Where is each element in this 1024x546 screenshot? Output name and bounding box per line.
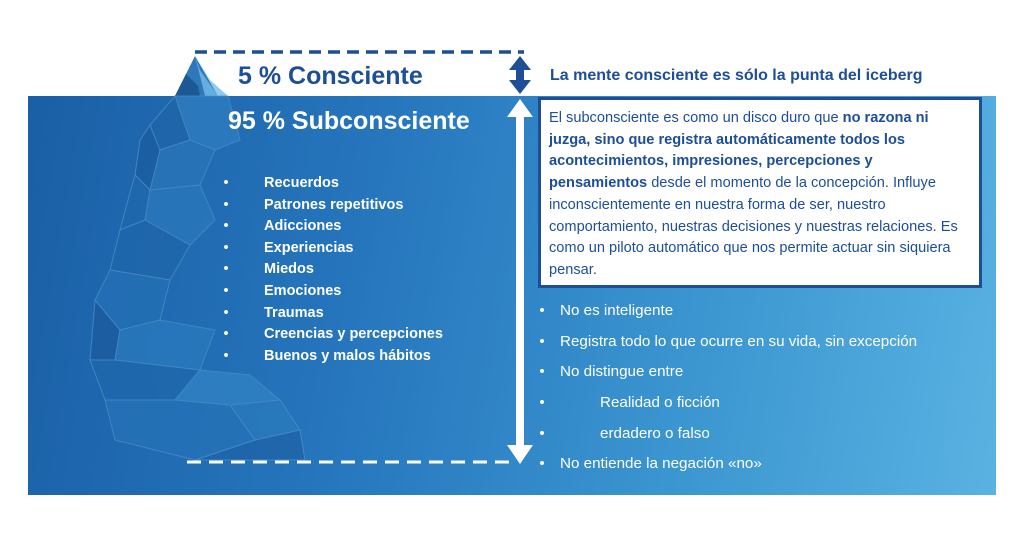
list-item-label: Recuerdos xyxy=(264,175,339,191)
list-item xyxy=(218,281,443,303)
tip-double-arrow-icon xyxy=(509,56,531,94)
description-text-end: desde el momento de la concepción. Influye inconscientemente en nuestra forma de ser, nuestro comportamiento, nuestras decisiones y nuestras relaciones. Es como un piloto automático que nos permite actuar sin siquiera pensar. xyxy=(549,175,958,278)
bullet: • xyxy=(539,332,545,350)
description-box xyxy=(538,97,982,288)
bullet: • xyxy=(223,218,229,235)
subconscious-items-list xyxy=(218,173,443,367)
tip-caption: La mente consciente es sólo la punta del iceberg xyxy=(550,67,923,84)
list-item xyxy=(536,449,917,480)
list-item xyxy=(218,216,443,238)
list-item-label: Buenos y malos hábitos xyxy=(264,347,431,364)
sub-list-item xyxy=(536,419,917,450)
list-item-label: Experiencias xyxy=(264,239,354,256)
list-item-label: Miedos xyxy=(264,261,314,278)
list-item-label: Traumas xyxy=(264,304,324,321)
conscious-title: 5 % Consciente xyxy=(238,62,423,90)
list-item xyxy=(218,324,443,346)
list-item xyxy=(218,195,443,217)
list-item xyxy=(218,238,443,260)
list-item xyxy=(536,357,917,388)
bullet: • xyxy=(223,175,229,191)
list-item xyxy=(218,173,443,195)
bullet: • xyxy=(539,424,545,442)
bullet: • xyxy=(223,326,229,343)
bullet: • xyxy=(223,304,229,321)
list-item-label: Realidad o ficción xyxy=(600,394,720,412)
bullet: • xyxy=(539,394,545,412)
list-item xyxy=(218,303,443,325)
list-item-label: Creencias y percepciones xyxy=(264,326,443,343)
bullet: • xyxy=(223,239,229,256)
description-text-start: El subconsciente es como un disco duro que xyxy=(549,110,843,126)
bullet: • xyxy=(223,196,229,213)
bullet: • xyxy=(539,302,545,319)
bullet: • xyxy=(539,363,545,381)
list-item-label: erdadero o falso xyxy=(600,424,710,442)
bullet: • xyxy=(223,261,229,278)
list-item xyxy=(536,327,917,358)
list-item xyxy=(536,296,917,327)
list-item-label: Adicciones xyxy=(264,218,342,235)
description-bold-text: no razona ni juzga, sino que registra automáticamente todos los acontecimientos, impresiones, percepciones y pensamientos xyxy=(549,110,929,192)
bullet: • xyxy=(539,455,545,473)
sub-list-item xyxy=(536,388,917,419)
list-item-label: Patrones repetitivos xyxy=(264,196,404,213)
list-item-label: Registra todo lo que ocurre en su vida, sin excepción xyxy=(560,332,918,350)
depth-double-arrow-icon xyxy=(507,99,533,464)
facts-list xyxy=(536,296,917,480)
list-item-label: No entiende la negación «no» xyxy=(560,455,762,473)
iceberg-tip xyxy=(175,56,228,96)
list-item-label: Emociones xyxy=(264,282,342,299)
list-item-label: No es inteligente xyxy=(560,302,674,319)
list-item xyxy=(218,259,443,281)
bullet: • xyxy=(223,347,229,364)
bullet: • xyxy=(223,282,229,299)
subconscious-title: 95 % Subconsciente xyxy=(228,107,470,135)
list-item xyxy=(218,346,443,368)
list-item-label: No distingue entre xyxy=(560,363,684,381)
